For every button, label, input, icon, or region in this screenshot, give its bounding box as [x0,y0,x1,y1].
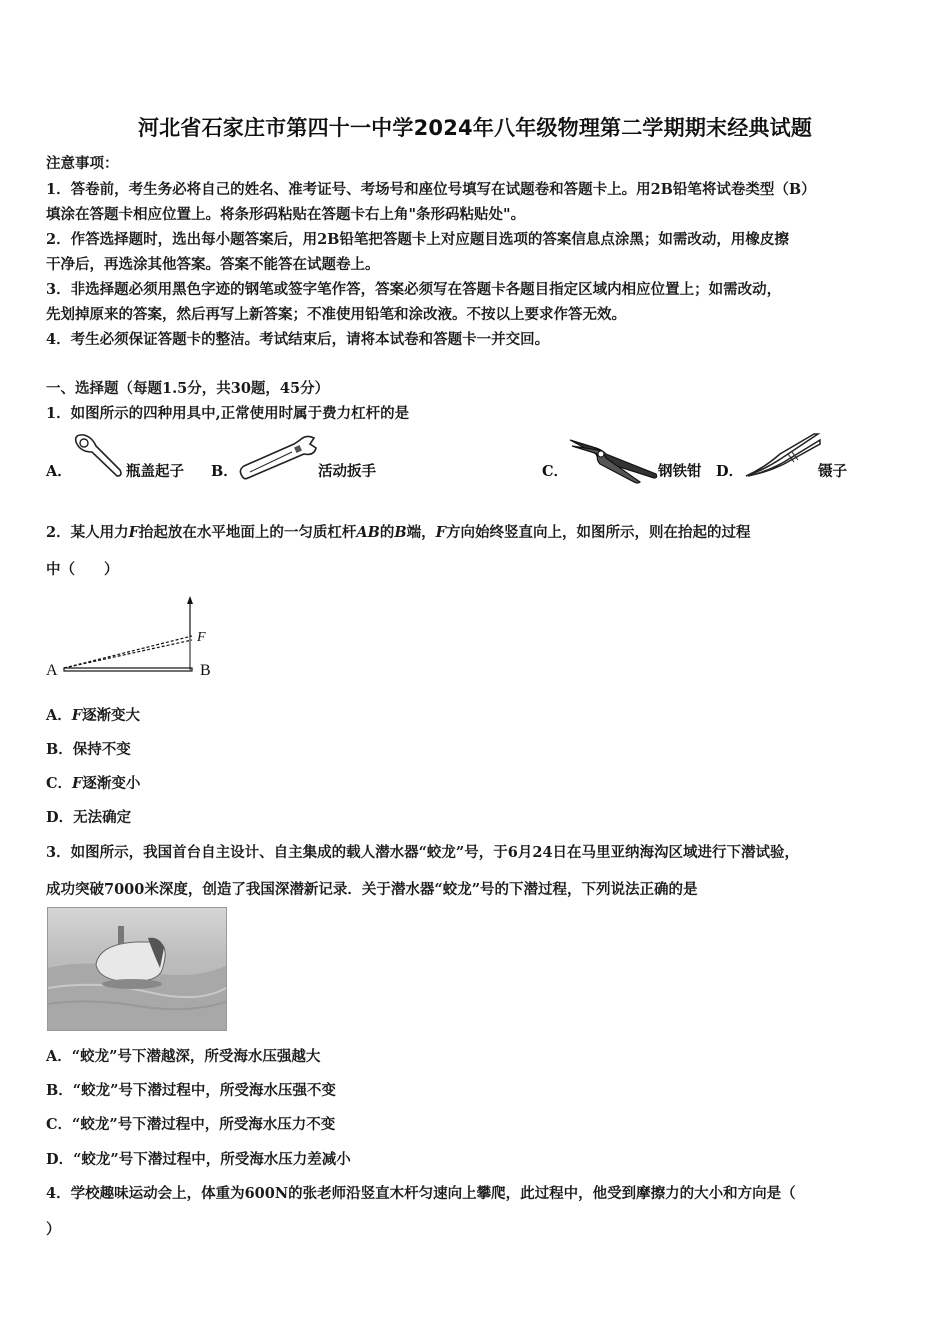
q2-stem-var: B [394,524,407,541]
point-a-label: A [46,662,58,679]
q2-option [46,772,140,793]
notice-line: 填涂在答题卡相应位置上。将条形码粘贴在答题卡右上角"条形码粘贴处"。 [46,206,526,223]
q2-option-text: 无法确定 [73,809,132,826]
q1-option-letter: A． [46,463,72,480]
q3-option: C．“蛟龙”号下潜过程中，所受海水压力不变 [46,1116,336,1133]
q2-stem-var: F [435,524,446,541]
q4-stem-line2: ） [46,1221,61,1238]
q1-option-label: 钢铁钳 [658,463,702,480]
q1-option-letter: C． [542,463,569,480]
q1-stem: 1．如图所示的四种用具中,正常使用时属于费力杠杆的是 [46,405,410,422]
notice-line: 2．作答选择题时，选出每小题答案后，用2B铅笔把答题卡上对应题目选项的答案信息点涂黑；如需改动，用橡皮擦 [46,231,789,248]
q3-option: B．“蛟龙”号下潜过程中，所受海水压强不变 [46,1082,336,1099]
q2-option-text: 逐渐变小 [82,775,141,792]
exam-title: 河北省石家庄市第四十一中学2024年八年级物理第二学期期末经典试题 [137,116,813,140]
q3-option: A．“蛟龙”号下潜越深，所受海水压强越大 [46,1048,321,1065]
q2-option-letter: D． [46,809,74,826]
q2-option [46,704,140,725]
q2-stem-line2: 中（ ） [46,561,119,578]
q1-option-label: 活动扳手 [318,463,376,480]
submersible-photo [47,907,227,1031]
q1-option-letter: D． [716,463,744,480]
q4-stem: 4．学校趣味运动会上，体重为600N的张老师沿竖直木杆匀速向上攀爬，此过程中，他受到摩擦力的大小和方向是（ [46,1185,796,1202]
notice-line: 干净后，再选涂其他答案。答案不能答在试题卷上。 [46,256,380,273]
q2-stem-part: 方向始终竖直向上，如图所示，则在抬起的过程 [445,524,751,541]
q2-option-var: F [72,775,83,792]
q1-option-label: 瓶盖起子 [126,463,184,480]
q2-option-letter: C． [46,775,73,792]
point-b-label: B [200,662,211,679]
notice-line: 1．答卷前，考生务必将自己的姓名、准考证号、考场号和座位号填写在试题卷和答题卡上。用2B铅笔将试卷类型（B） [46,181,816,198]
q2-stem-var: AB [356,524,380,541]
q2-option-text: 逐渐变大 [82,707,141,724]
notice-line: 先划掉原来的答案，然后再写上新答案；不准使用铅笔和涂改液。不按以上要求作答无效。 [46,306,626,323]
q2-option-letter: A． [46,707,72,724]
notice-line: 3．非选择题必须用黑色字迹的钢笔或签字笔作答，答案必须写在答题卡各题目指定区域内相应位置上；如需改动， [46,281,782,298]
q2-stem-var: F [128,524,139,541]
q2-option-letter: B． [46,741,73,758]
q2-option-text: 保持不变 [72,741,131,758]
q1-option-letter: B． [211,463,238,480]
q2-stem-part: 端， [406,524,436,541]
notice-line: 4．考生必须保证答题卡的整洁。考试结束后，请将本试卷和答题卡一并交回。 [46,331,550,348]
q1-option-label: 镊子 [818,463,847,480]
lever-figure [44,592,224,684]
q2-stem-part: 抬起放在水平地面上的一匀质杠杆 [138,524,357,541]
q2-stem-part: 2．某人用力 [46,524,129,541]
q2-option-var: F [71,707,83,724]
notice-heading: 注意事项： [46,155,119,172]
q2-stem [46,521,750,542]
force-label: F [197,630,206,645]
q3-stem-line2: 成功突破7000米深度，创造了我国深潜新记录．关于潜水器“蛟龙”号的下潜过程，下列说法正确的是 [46,881,698,898]
q1-options [46,432,906,492]
section-heading: 一、选择题（每题1.5分，共30题，45分） [46,380,330,397]
q2-stem-part: 的 [379,524,395,541]
q3-stem: 3．如图所示，我国首台自主设计、自主集成的载人潜水器“蛟龙”号，于6月24日在马里亚纳海沟区域进行下潜试验， [46,844,800,861]
q2-option [46,806,131,827]
q2-option [46,738,131,759]
q3-option: D．“蛟龙”号下潜过程中，所受海水压力差减小 [46,1151,351,1168]
